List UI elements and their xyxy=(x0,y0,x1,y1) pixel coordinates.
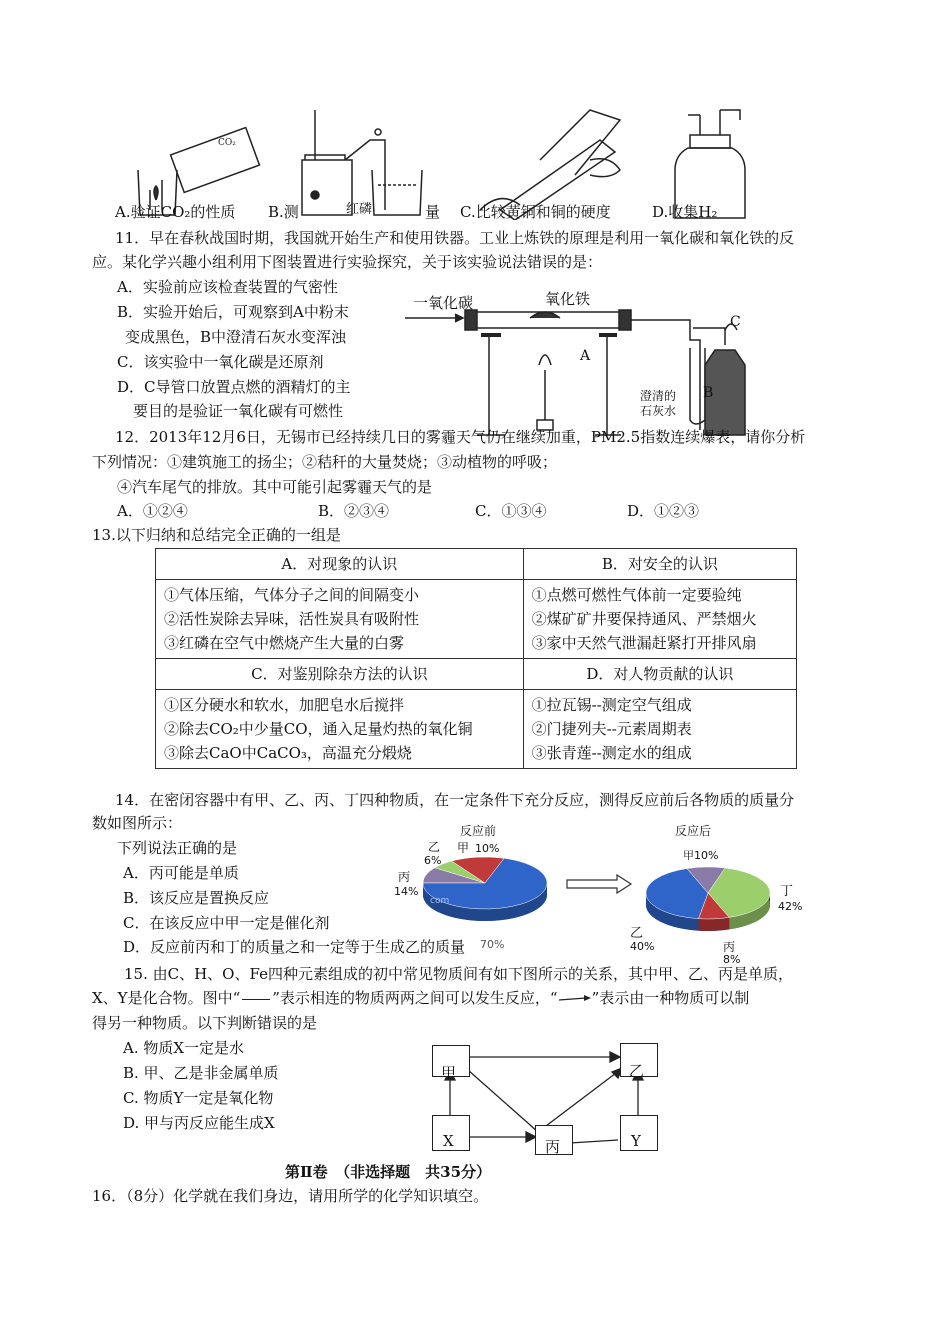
q12-option-c: C．①③④ xyxy=(475,502,547,520)
caption-b: B.测 xyxy=(268,203,299,221)
pie-after-bing-pct: 8% xyxy=(723,953,741,966)
pie-arrow xyxy=(565,872,635,896)
q15-stem-line1: 15. 由C、H、O、Fe四种元素组成的初中常见物质间有如下图所示的关系，其中甲、乙、丙是单质， xyxy=(124,965,793,983)
node-yi-label: 乙 xyxy=(629,1062,645,1080)
q11-option-b-line1: B．实验开始后，可观察到A中粉末 xyxy=(117,303,349,321)
cell-c-items xyxy=(156,690,524,769)
pie-after-ding-pct: 42% xyxy=(778,900,803,913)
label-lime-2: 石灰水 xyxy=(640,404,677,418)
pie-slice-side-丙 xyxy=(699,917,730,931)
node-jia xyxy=(432,1045,470,1082)
q15-option-a: A. 物质X一定是水 xyxy=(123,1039,245,1057)
pie-before-yi-pct: 6% xyxy=(424,854,442,867)
cell-c-item: ③除去CaO中CaCO₃，高温充分煅烧 xyxy=(164,744,412,762)
caption-a: A.验证CO₂的性质 xyxy=(115,203,236,221)
q15-stem-part1: X、Y是化合物。图中“ xyxy=(92,989,241,1007)
q11-stem-line2: 应。某化学兴趣小组利用下图装置进行实验探究，关于该实验说法错误的是： xyxy=(92,253,603,271)
cell-b-item: ②煤矿矿井要保持通风、严禁烟火 xyxy=(531,610,757,628)
cell-a-item: ②活性炭除去异味，活性炭具有吸附性 xyxy=(164,610,420,628)
cell-d-item: ①拉瓦锡--测定空气组成 xyxy=(531,696,692,714)
q14-option-b: B．该反应是置换反应 xyxy=(123,889,270,907)
pie-after-jia: 甲10% xyxy=(683,849,719,862)
pie-before-ding-pct: 70% xyxy=(480,938,505,951)
cell-b-item: ①点燃可燃性气体前一定要验纯 xyxy=(531,586,742,604)
cell-a-head: A．对现象的认识 xyxy=(156,549,524,580)
node-x xyxy=(432,1115,470,1151)
cell-d-items xyxy=(523,690,796,769)
pie-after-bing: 丙 xyxy=(723,940,736,954)
q11-option-b-line2: 变成黑色，B中澄清石灰水变浑浊 xyxy=(125,328,347,346)
cell-b-items xyxy=(523,580,796,659)
cell-c-head: C．对鉴别除杂方法的认识 xyxy=(156,659,524,690)
pie-after-yi: 乙 xyxy=(630,926,644,941)
cell-b-head: B．对安全的认识 xyxy=(523,549,796,580)
q15-option-c: C. 物质Y一定是氧化物 xyxy=(123,1089,274,1107)
bottle-label: CO₂ xyxy=(218,138,236,148)
pie-before-bing-pct: 14% xyxy=(394,885,419,898)
q11-apparatus-figure xyxy=(405,290,785,440)
q12-stem-line3: ④汽车尾气的排放。其中可能引起雾霾天气的是 xyxy=(117,478,433,496)
caption-c: C.比较黄铜和铜的硬度 xyxy=(460,203,611,221)
label-co: 一氧化碳 xyxy=(413,294,474,312)
q15-option-d: D. 甲与丙反应能生成X xyxy=(123,1114,275,1132)
caption-b-measure: 量 xyxy=(425,203,441,221)
cell-c-item: ②除去CO₂中少量CO，通入足量灼热的氧化铜 xyxy=(164,720,473,738)
cell-a-items xyxy=(156,580,524,659)
node-x-label: X xyxy=(443,1132,454,1150)
q14-stem-line2: 数如图所示： xyxy=(92,814,183,832)
q14-prompt: 下列说法正确的是 xyxy=(117,839,238,857)
q12-option-d: D．①②③ xyxy=(627,502,700,520)
label-b: B xyxy=(703,385,714,401)
cell-a-item: ①气体压缩，气体分子之间的间隔变小 xyxy=(164,586,420,604)
q15-option-b: B. 甲、乙是非金属单质 xyxy=(123,1064,279,1082)
pie-after-yi-pct: 40% xyxy=(630,940,655,953)
pie-before-bing: 丙 xyxy=(398,870,411,884)
pie-before-title: 反应前 xyxy=(460,824,497,838)
q15-stem-part3: ”表示由一种物质可以制 xyxy=(591,989,750,1007)
label-fe2o3: 氧化铁 xyxy=(545,290,591,308)
q13-summary-table xyxy=(155,548,797,769)
q14-option-c: C．在该反应中甲一定是催化剂 xyxy=(123,914,330,932)
label-lime-1: 澄清的 xyxy=(640,389,677,403)
arrow-icon xyxy=(558,989,592,1009)
node-jia-label: 甲 xyxy=(441,1064,457,1082)
node-yi xyxy=(620,1043,658,1080)
q11-option-c: C．该实验中一氧化碳是还原剂 xyxy=(117,353,324,371)
connector-line-icon xyxy=(242,999,270,1000)
q11-option-d-line1: D．C导管口放置点燃的酒精灯的主 xyxy=(117,378,351,396)
pie-after-title: 反应后 xyxy=(675,824,712,838)
q13-stem: 13.以下归纳和总结完全正确的一组是 xyxy=(92,526,341,544)
q15-stem-line2 xyxy=(92,988,749,1009)
cell-d-item: ③张青莲--测定水的组成 xyxy=(531,744,692,762)
section2-title: 第Ⅱ卷 （非选择题 共35分） xyxy=(285,1163,492,1181)
q15-stem-line3: 得另一种物质。以下判断错误的是 xyxy=(92,1014,318,1032)
node-y xyxy=(620,1115,658,1151)
node-bing xyxy=(535,1125,573,1155)
caption-b-phosphorus: 红磷 xyxy=(346,202,373,217)
node-y-label: Y xyxy=(631,1132,641,1150)
pie-chart-after xyxy=(638,855,778,945)
pie-after-ding: 丁 xyxy=(780,884,794,899)
q12-option-b: B．②③④ xyxy=(318,502,390,520)
q11-stem-line1: 11．早在春秋战国时期，我国就开始生产和使用铁器。工业上炼铁的原理是利用一氧化碳和氧化铁的反 xyxy=(115,229,795,247)
node-bing-label: 丙 xyxy=(545,1138,561,1156)
q11-option-d-line2: 要目的是验证一氧化碳有可燃性 xyxy=(133,402,344,420)
pie-before-jia: 甲 xyxy=(457,841,470,855)
q14-option-a: A．丙可能是单质 xyxy=(123,864,239,882)
label-a: A xyxy=(580,348,591,364)
cell-a-item: ③红磷在空气中燃烧产生大量的白雾 xyxy=(164,634,405,652)
pie-before-watermark: com xyxy=(430,896,450,906)
q12-stem-line1: 12．2013年12月6日，无锡市已经持续几日的雾霾天气仍在继续加重，PM2.5指数连续爆表，请你分析 xyxy=(115,428,806,446)
q11-option-a: A．实验前应该检查装置的气密性 xyxy=(117,278,338,296)
cell-c-item: ①区分硬水和软水，加肥皂水后搅拌 xyxy=(164,696,405,714)
pie-before-yi: 乙 xyxy=(428,840,441,854)
cell-d-head: D．对人物贡献的认识 xyxy=(523,659,796,690)
q15-stem-part2: ”表示相连的物质两两之间可以发生反应，“ xyxy=(272,989,558,1007)
q16-stem: 16．（8分）化学就在我们身边，请用所学的化学知识填空。 xyxy=(92,1187,489,1205)
q12-option-a: A．①②④ xyxy=(117,502,188,520)
pie-before-jia-pct: 10% xyxy=(475,842,500,855)
label-c: C xyxy=(730,314,741,330)
q14-option-d: D．反应前丙和丁的质量之和一定等于生成乙的质量 xyxy=(123,938,466,956)
cell-b-item: ③家中天然气泄漏赶紧打开排风扇 xyxy=(531,634,757,652)
q14-stem-line1: 14．在密闭容器中有甲、乙、丙、丁四种物质，在一定条件下充分反应，测得反应前后各物质的质量分 xyxy=(115,791,795,809)
q12-stem-line2: 下列情况：①建筑施工的扬尘；②秸秆的大量焚烧；③动植物的呼吸； xyxy=(92,453,558,471)
cell-d-item: ②门捷列夫--元素周期表 xyxy=(531,720,692,738)
caption-d: D.收集H₂ xyxy=(652,203,718,221)
